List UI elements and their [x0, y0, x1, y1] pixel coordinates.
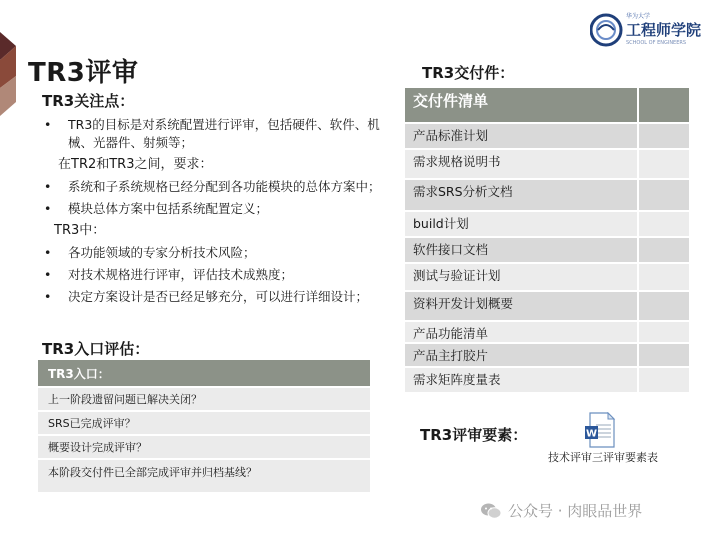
deliverables-heading: TR3交付件：: [422, 64, 515, 82]
wechat-icon: [480, 502, 502, 520]
table-row: build计划: [405, 212, 689, 238]
bullet-icon: •: [44, 201, 52, 216]
list-item: • 决定方案设计是否已经足够充分，可以进行详细设计；: [44, 289, 369, 304]
bullet-icon: •: [44, 117, 52, 132]
watermark-text: 公众号 · 肉眼品世界: [508, 502, 643, 520]
list-item: • 模块总体方案中包括系统配置定义；: [44, 201, 269, 216]
bullet-icon: •: [44, 245, 52, 260]
list-item: • 系统和子系统规格已经分配到各功能模块的总体方案中；: [44, 179, 381, 194]
page-title: TR3评审: [28, 58, 139, 88]
logo-text: 工程师学院: [626, 21, 702, 39]
table-row: 产品标准计划: [405, 124, 689, 150]
corner-decoration: [0, 32, 16, 116]
entry-heading: TR3入口评估：: [42, 340, 150, 358]
table-row: 软件接口文档: [405, 238, 689, 264]
focus-heading: TR3关注点：: [42, 92, 135, 110]
table-row: 需求矩阵度量表: [405, 368, 689, 394]
list-item: • 对技术规格进行评审，评估技术成熟度；: [44, 267, 294, 282]
table-row: 资料开发计划概要: [405, 292, 689, 322]
deliverables-table: [405, 88, 689, 394]
tr3-intro: TR3中：: [54, 223, 106, 238]
review-elements-heading: TR3评审要素：: [420, 426, 528, 444]
list-item: • TR3的目标是对系统配置进行评审，包括硬件、软件、机械、光器件、射频等；: [44, 117, 380, 150]
entry-table: [38, 360, 370, 492]
list-item: • 各功能领域的专家分析技术风险；: [44, 245, 256, 260]
logo-tiny-text: SCHOOL OF ENGINEERS: [626, 40, 687, 46]
word-document-icon[interactable]: [584, 412, 616, 448]
bullet-icon: •: [44, 289, 52, 304]
deliverables-table-header: [405, 88, 689, 124]
focus-section: [44, 116, 384, 310]
table-row: SRS已完成评审？: [38, 410, 370, 434]
svg-text:W: W: [585, 428, 598, 440]
table-cell: [637, 88, 689, 122]
table-row: 产品主打胶片: [405, 344, 689, 368]
bullet-icon: •: [44, 179, 52, 194]
table-row: 上一阶段遗留问题已解决关闭？: [38, 386, 370, 410]
deliverables-header-label: 交付件清单: [413, 92, 489, 110]
file-caption[interactable]: 技术评审三评审要素表: [548, 451, 658, 464]
requirement-intro: 在TR2和TR3之间，要求：: [58, 157, 213, 172]
table-row: 概要设计完成评审？: [38, 434, 370, 458]
table-row: 本阶段交付件已全部完成评审并归档基线？: [38, 458, 370, 492]
table-row: 产品功能清单: [405, 322, 689, 344]
table-row: 需求SRS分析文档: [405, 180, 689, 212]
bullet-icon: •: [44, 267, 52, 282]
table-row: 需求规格说明书: [405, 150, 689, 180]
watermark: [480, 500, 642, 521]
table-row: 测试与验证计划: [405, 264, 689, 292]
entry-table-header: TR3入口：: [38, 360, 370, 386]
logo-small-text: 华为大学: [626, 13, 651, 20]
